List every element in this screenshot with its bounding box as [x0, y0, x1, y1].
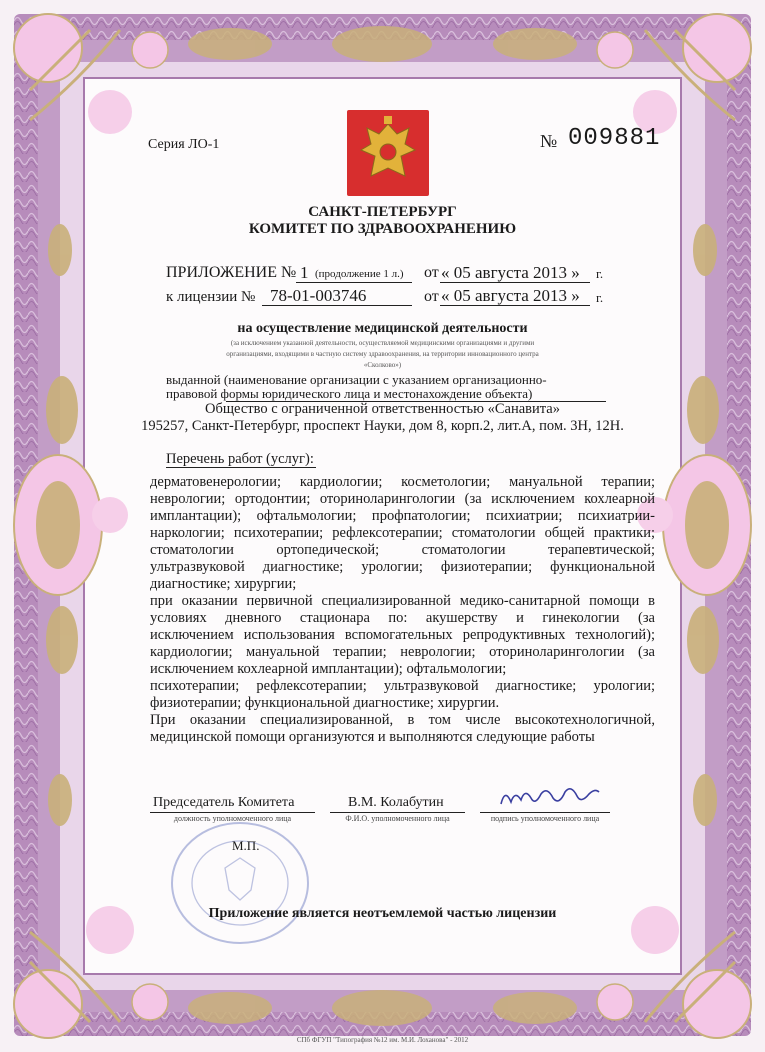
city-title: САНКТ-ПЕТЕРБУРГ — [308, 204, 457, 220]
service-line-9: условиях дневного стационара по: акушерству и гинекологии (за — [150, 610, 655, 626]
appendix-number: 1 — [300, 263, 309, 282]
signatory-name: В.М. Колабутин — [348, 795, 444, 810]
appendix-from-label: от — [424, 264, 439, 281]
service-line-10: исключением использования вспомогательных репродуктивных технологий); — [150, 627, 655, 643]
service-line-7: диагностике; хирургии; — [150, 576, 297, 592]
committee-title: КОМИТЕТ ПО ЗДРАВООХРАНЕНИЮ — [248, 221, 517, 237]
license-date-underline — [440, 305, 590, 306]
appendix-year-suffix: г. — [596, 266, 604, 281]
printer-imprint: СПб ФГУП "Типография №12 им. М.И. Лоханова" - 2012 — [296, 1036, 469, 1044]
service-line-14: физиотерапии; функциональной диагностике; хирургии. — [150, 695, 500, 711]
activity-note-line-3: «Сколково») — [363, 361, 402, 369]
issued-line-2: правовой формы юридического лица и местонахождение объекта) — [166, 386, 533, 401]
organization-address: 195257, Санкт-Петербург, проспект Науки, дом 8, корп.2, лит.А, пом. 3Н, 12Н. — [141, 418, 624, 434]
service-line-6: ультразвуковой диагностике; урологии; физиотерапии; функциональной — [150, 559, 655, 575]
appendix-date: « 05 августа 2013 » — [441, 263, 580, 282]
appendix-underline — [296, 282, 412, 283]
activity-title: на осуществление медицинской деятельности — [237, 321, 528, 336]
license-year-suffix: г. — [596, 290, 604, 305]
signature-mark — [495, 782, 605, 812]
services-heading-underline — [166, 467, 316, 468]
service-line-11: кардиологии; мануальной терапии; неврологии; оториноларингологии (за — [150, 644, 655, 660]
services-heading: Перечень работ (услуг): — [166, 451, 314, 467]
signatory-position: Председатель Комитета — [153, 795, 295, 810]
series-label: Серия ЛО-1 — [148, 137, 220, 152]
appendix-label: ПРИЛОЖЕНИЕ № — [166, 264, 297, 281]
appendix-footer-note: Приложение является неотъемлемой частью лицензии — [208, 906, 557, 921]
name-underline — [330, 812, 465, 813]
signature-caption: подпись уполномоченного лица — [490, 814, 600, 823]
service-line-1: дерматовенерологии; кардиологии; косметологии; мануальной терапии; — [150, 474, 655, 490]
signature-underline — [480, 812, 610, 813]
service-line-15: При оказании специализированной, в том числе высокотехнологичной, — [150, 712, 655, 728]
service-line-4: наркологии; психотерапии; рефлексотерапии; стоматологии общей практики; — [150, 525, 655, 541]
organization-name: Общество с ограниченной ответственностью «Санавита» — [205, 401, 560, 417]
license-label: к лицензии № — [166, 289, 256, 305]
service-line-16: медицинской помощи организуются и выполняются следующие работы — [150, 729, 595, 745]
service-line-5: стоматологии ортопедической; стоматологии терапевтической; — [150, 542, 655, 558]
position-caption: должность уполномоченного лица — [173, 814, 292, 823]
stamp-place-label: М.П. — [232, 838, 260, 853]
form-number: 009881 — [568, 125, 661, 152]
service-line-12: исключением кохлеарной имплантации); офтальмологии; — [150, 661, 507, 677]
license-number: 78-01-003746 — [270, 286, 367, 305]
number-label: № — [540, 131, 558, 151]
issued-line-1: выданной (наименование организации с указанием организационно- — [166, 372, 547, 387]
license-date: « 05 августа 2013 » — [441, 286, 580, 305]
appendix-date-underline — [440, 282, 590, 283]
service-line-13: психотерапии; рефлексотерапии; ультразвуковой диагностике; урологии; — [150, 678, 655, 694]
position-underline — [150, 812, 315, 813]
license-underline — [262, 305, 412, 306]
name-caption: Ф.И.О. уполномоченного лица — [345, 814, 450, 823]
service-line-2: неврологии; ортодонтии; оториноларингологии (за исключением кохлеарной — [150, 491, 655, 507]
appendix-continuation: (продолжение 1 л.) — [315, 268, 404, 280]
service-line-8: при оказании первичной специализированной медико-санитарной помощи в — [150, 593, 655, 609]
activity-note-line-1: (за исключением указанной деятельности, осуществляемой медицинскими организациями и другими — [230, 339, 535, 347]
license-from-label: от — [424, 288, 439, 305]
service-line-3: имплантации); офтальмологии; профпатологии; психиатрии; психиатрии- — [150, 508, 655, 524]
activity-note-line-2: организациями, входящими в частную систему здравоохранения, на территории инновационного центра — [226, 350, 539, 358]
double-headed-eagle-icon — [347, 110, 429, 196]
